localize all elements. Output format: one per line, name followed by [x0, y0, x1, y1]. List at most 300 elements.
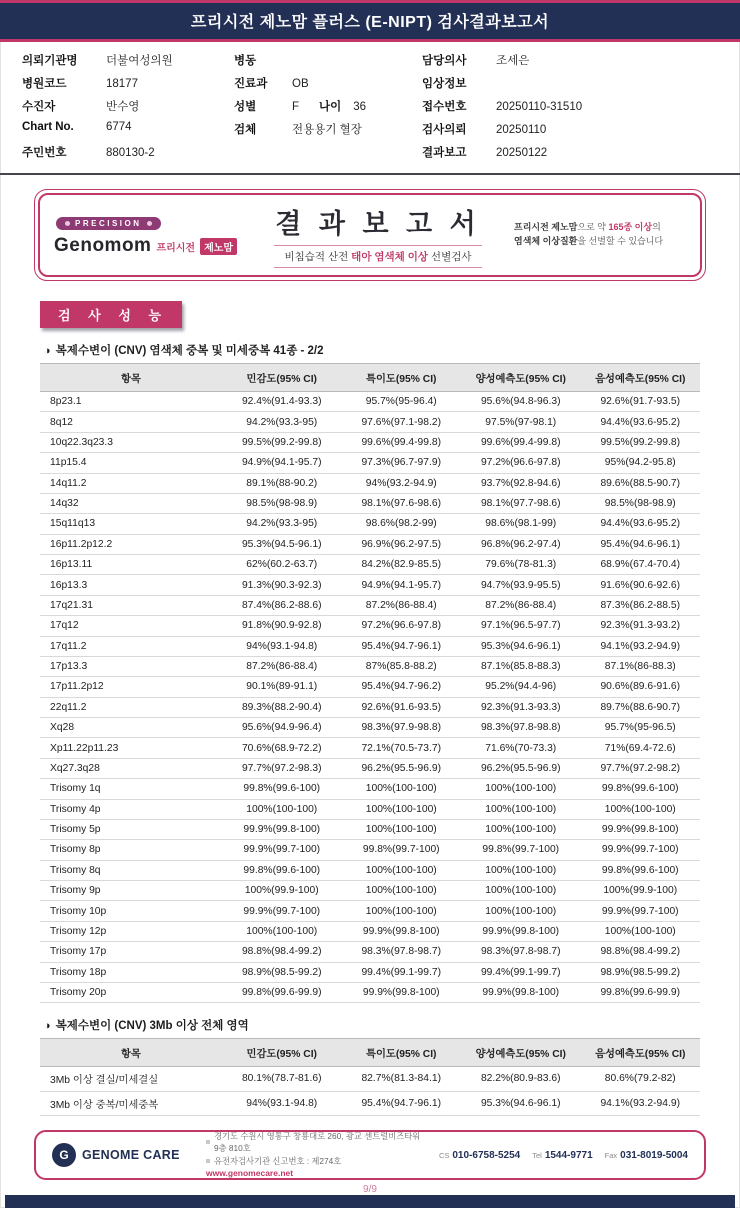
- value-cell: 99.8%(99.6-100): [581, 860, 701, 880]
- item-cell: 3Mb 이상 중복/미세중복: [40, 1091, 222, 1115]
- cnv-performance-table: [40, 363, 700, 1003]
- column-header: 특이도(95% CI): [342, 1039, 462, 1067]
- value-cell: 98.6%(98.2-99): [342, 514, 462, 534]
- table-row: [40, 555, 700, 575]
- table-row: [40, 432, 700, 452]
- info-value: 880130-2: [106, 147, 155, 159]
- item-cell: 17p11.2p12: [40, 677, 222, 697]
- info-value: 20250110: [496, 124, 547, 136]
- value-cell: 100%(100-100): [342, 860, 462, 880]
- value-cell: 95.7%(95-96.5): [581, 718, 701, 738]
- table1-caption: [44, 342, 740, 358]
- value-cell: 100%(100-100): [581, 921, 701, 941]
- value-cell: 97.3%(96.7-97.9): [342, 453, 462, 473]
- value-cell: 100%(100-100): [461, 799, 581, 819]
- info-label: 검사의뢰: [422, 124, 467, 136]
- genome-care-logo-text: GENOME CARE: [82, 1148, 180, 1162]
- table-row: [40, 1091, 700, 1115]
- item-cell: Trisomy 20p: [40, 982, 222, 1002]
- info-label: 담당의사: [422, 55, 467, 67]
- table-row: [40, 453, 700, 473]
- item-cell: 11p15.4: [40, 453, 222, 473]
- info-label: 의뢰기관명: [22, 55, 78, 67]
- value-cell: 98.3%(97.8-98.7): [342, 942, 462, 962]
- info-label: 수진자: [22, 101, 56, 113]
- value-cell: 100%(99.9-100): [222, 881, 342, 901]
- info-label: 성별: [234, 101, 257, 113]
- table-row: [40, 473, 700, 493]
- value-cell: 100%(100-100): [222, 799, 342, 819]
- table-row: [40, 799, 700, 819]
- info-label: 결과보고: [422, 147, 467, 159]
- value-cell: 95.2%(94.4-96): [461, 677, 581, 697]
- table-row: [40, 514, 700, 534]
- item-cell: 22q11.2: [40, 697, 222, 717]
- contact-fax: [605, 1150, 688, 1161]
- value-cell: 92.4%(91.4-93.3): [222, 392, 342, 412]
- note-accent: 165종 이상: [608, 222, 653, 233]
- value-cell: 89.1%(88-90.2): [222, 473, 342, 493]
- value-cell: 99.9%(99.8-100): [581, 819, 701, 839]
- info-value: 20250110-31510: [496, 101, 583, 113]
- table-row: [40, 677, 700, 697]
- item-cell: Trisomy 12p: [40, 921, 222, 941]
- info-label: 검체: [234, 124, 257, 136]
- value-cell: 100%(100-100): [461, 779, 581, 799]
- report-subtitle: [274, 245, 481, 268]
- address-line-1: [206, 1130, 427, 1155]
- item-cell: Trisomy 5p: [40, 819, 222, 839]
- value-cell: 100%(100-100): [342, 779, 462, 799]
- item-cell: Trisomy 9p: [40, 881, 222, 901]
- contact-cs-label: CS: [438, 1150, 450, 1160]
- footer-company-box: [34, 1130, 706, 1180]
- address-bullet-icon: [206, 1159, 210, 1163]
- table-row: [40, 718, 700, 738]
- column-header: 민감도(95% CI): [222, 1039, 342, 1067]
- value-cell: 94.2%(93.3-95): [222, 514, 342, 534]
- info-row: [422, 121, 720, 144]
- value-cell: 97.5%(97-98.1): [461, 412, 581, 432]
- info-row: [234, 121, 422, 144]
- value-cell: 79.6%(78-81.3): [461, 555, 581, 575]
- value-cell: 100%(100-100): [461, 860, 581, 880]
- value-cell: 95.6%(94.8-96.3): [461, 392, 581, 412]
- footer-contacts: [439, 1150, 688, 1161]
- column-header: 음성예측도(95% CI): [581, 1039, 701, 1067]
- note-mid-1: 으로 약: [577, 222, 609, 233]
- value-cell: 98.5%(98-98.9): [581, 493, 701, 513]
- value-cell: 95%(94.2-95.8): [581, 453, 701, 473]
- value-cell: 99.5%(99.2-99.8): [581, 432, 701, 452]
- value-cell: 99.8%(99.6-100): [581, 779, 701, 799]
- value-cell: 82.2%(80.9-83.6): [461, 1067, 581, 1091]
- info-label: 접수번호: [422, 101, 467, 113]
- value-cell: 91.6%(90.6-92.6): [581, 575, 701, 595]
- value-cell: 98.3%(97.8-98.7): [461, 942, 581, 962]
- item-cell: Trisomy 18p: [40, 962, 222, 982]
- info-value: 반수영: [106, 101, 140, 113]
- value-cell: 89.3%(88.2-90.4): [222, 697, 342, 717]
- contact-tel-value: 1544-9771: [544, 1149, 593, 1161]
- value-cell: 80.1%(78.7-81.6): [222, 1067, 342, 1091]
- item-cell: 16p11.2p12.2: [40, 534, 222, 554]
- info-value: 전용용기 혈장: [292, 124, 362, 136]
- value-cell: 96.9%(96.2-97.5): [342, 534, 462, 554]
- value-cell: 95.4%(94.7-96.1): [342, 636, 462, 656]
- value-cell: 87.1%(86-88.3): [581, 656, 701, 676]
- value-cell: 99.9%(99.7-100): [222, 901, 342, 921]
- contact-fax-value: 031-8019-5004: [620, 1149, 688, 1161]
- footer-address: [206, 1130, 427, 1180]
- value-cell: 93.7%(92.8-94.6): [461, 473, 581, 493]
- brand-korean-1: 프리시전: [156, 242, 196, 254]
- item-cell: 10q22.3q23.3: [40, 432, 222, 452]
- patient-info-section: [0, 42, 740, 171]
- info-row: [422, 144, 720, 167]
- table-row: [40, 758, 700, 778]
- result-report-box: [34, 189, 706, 281]
- value-cell: 89.6%(88.5-90.7): [581, 473, 701, 493]
- table-row: [40, 392, 700, 412]
- value-cell: 87.2%(86-88.4): [461, 595, 581, 615]
- item-cell: 16p13.11: [40, 555, 222, 575]
- value-cell: 100%(99.9-100): [581, 881, 701, 901]
- info-value: 18177: [106, 78, 138, 90]
- value-cell: 92.3%(91.3-93.3): [461, 697, 581, 717]
- report-title-bar: [0, 3, 740, 39]
- item-cell: 17q21.31: [40, 595, 222, 615]
- info-label: 병동: [234, 55, 257, 67]
- value-cell: 94.4%(93.6-95.2): [581, 514, 701, 534]
- value-cell: 91.3%(90.3-92.3): [222, 575, 342, 595]
- item-cell: 3Mb 이상 결실/미세결실: [40, 1067, 222, 1091]
- item-cell: 8q12: [40, 412, 222, 432]
- value-cell: 97.1%(96.5-97.7): [461, 616, 581, 636]
- table-row: [40, 656, 700, 676]
- table-row: [40, 860, 700, 880]
- value-cell: 100%(100-100): [461, 819, 581, 839]
- value-cell: 99.9%(99.8-100): [222, 819, 342, 839]
- info-row: [234, 98, 422, 121]
- value-cell: 94%(93.1-94.8): [222, 636, 342, 656]
- table-row: [40, 921, 700, 941]
- value-cell: 95.4%(94.7-96.2): [342, 677, 462, 697]
- item-cell: 14q11.2: [40, 473, 222, 493]
- genome-care-logo-icon: G: [52, 1143, 76, 1167]
- value-cell: 98.9%(98.5-99.2): [581, 962, 701, 982]
- value-cell: 94%(93.1-94.8): [222, 1091, 342, 1115]
- page-number: 9/9: [363, 1184, 377, 1195]
- info-value: OB: [292, 78, 309, 90]
- header-row: [40, 1039, 700, 1067]
- value-cell: 87.2%(86-88.4): [342, 595, 462, 615]
- value-cell: 94.9%(94.1-95.7): [222, 453, 342, 473]
- table-row: [40, 962, 700, 982]
- info-label: 임상정보: [422, 78, 467, 90]
- info-label: 주민번호: [22, 147, 67, 159]
- value-cell: 98.8%(98.4-99.2): [222, 942, 342, 962]
- value-cell: 100%(100-100): [342, 901, 462, 921]
- genomom-logo: [54, 213, 242, 257]
- page-title: 프리시전 제노맘 플러스 (E-NIPT) 검사결과보고서: [190, 14, 550, 31]
- value-cell: 99.5%(99.2-99.8): [222, 432, 342, 452]
- value-cell: 92.6%(91.7-93.5): [581, 392, 701, 412]
- table-row: [40, 942, 700, 962]
- value-cell: 100%(100-100): [342, 799, 462, 819]
- value-cell: 97.7%(97.2-98.2): [581, 758, 701, 778]
- value-cell: 99.9%(99.8-100): [342, 921, 462, 941]
- patient-info-column-middle: [234, 52, 422, 167]
- value-cell: 87.4%(86.2-88.6): [222, 595, 342, 615]
- table-row: [40, 534, 700, 554]
- column-header: 양성예측도(95% CI): [461, 364, 581, 392]
- info-label: 나이: [319, 101, 342, 113]
- value-cell: 99.8%(99.6-99.9): [581, 982, 701, 1002]
- item-cell: Trisomy 1q: [40, 779, 222, 799]
- info-value: 20250122: [496, 147, 548, 159]
- column-header: 항목: [40, 364, 222, 392]
- table-row: [40, 840, 700, 860]
- item-cell: Trisomy 8q: [40, 860, 222, 880]
- value-cell: 95.4%(94.6-96.1): [581, 534, 701, 554]
- value-cell: 96.2%(95.5-96.9): [342, 758, 462, 778]
- value-cell: 94%(93.2-94.9): [342, 473, 462, 493]
- value-cell: 68.9%(67.4-70.4): [581, 555, 701, 575]
- table-row: [40, 881, 700, 901]
- table-row: [40, 738, 700, 758]
- value-cell: 96.2%(95.5-96.9): [461, 758, 581, 778]
- info-row: [422, 98, 720, 121]
- table-row: [40, 636, 700, 656]
- item-cell: 16p13.3: [40, 575, 222, 595]
- value-cell: 98.1%(97.7-98.6): [461, 493, 581, 513]
- value-cell: 97.6%(97.1-98.2): [342, 412, 462, 432]
- value-cell: 92.6%(91.6-93.5): [342, 697, 462, 717]
- item-cell: Trisomy 4p: [40, 799, 222, 819]
- column-header: 특이도(95% CI): [342, 364, 462, 392]
- note-end-1: 의: [652, 222, 661, 233]
- info-row: [22, 144, 234, 167]
- column-header: 민감도(95% CI): [222, 364, 342, 392]
- value-cell: 98.8%(98.4-99.2): [581, 942, 701, 962]
- info-value: F: [292, 101, 300, 113]
- table-row: [40, 901, 700, 921]
- address-bullet-icon: [206, 1140, 210, 1144]
- badge-dot-icon: [65, 221, 70, 226]
- value-cell: 99.8%(99.7-100): [342, 840, 462, 860]
- value-cell: 94.7%(93.9-95.5): [461, 575, 581, 595]
- value-cell: 95.7%(95-96.4): [342, 392, 462, 412]
- value-cell: 100%(100-100): [342, 881, 462, 901]
- info-row: [22, 121, 234, 144]
- info-row: [22, 75, 234, 98]
- table1-caption-text: 복제수변이 (CNV) 염색체 중복 및 미세중복 41종 - 2/2: [55, 345, 324, 357]
- value-cell: 97.2%(96.6-97.8): [461, 453, 581, 473]
- cnv-3mb-performance-table: [40, 1038, 700, 1116]
- precision-badge: [56, 217, 161, 230]
- table-row: [40, 493, 700, 513]
- value-cell: 100%(100-100): [581, 799, 701, 819]
- result-report-box-inner: [38, 193, 702, 277]
- contact-cs: [439, 1150, 520, 1161]
- value-cell: 100%(100-100): [461, 881, 581, 901]
- value-cell: 84.2%(82.9-85.5): [342, 555, 462, 575]
- contact-tel-label: Tel: [532, 1150, 542, 1160]
- value-cell: 71%(69.4-72.6): [581, 738, 701, 758]
- note-bold-2: 염색체 이상질환: [514, 236, 578, 246]
- table-head: [40, 364, 700, 392]
- address-text-2: 유전자검사기관 신고번호 : 제274호: [214, 1155, 342, 1166]
- value-cell: 98.3%(97.8-98.8): [461, 718, 581, 738]
- column-header: 양성예측도(95% CI): [461, 1039, 581, 1067]
- info-value: 36: [353, 101, 367, 113]
- info-label: 진료과: [234, 78, 268, 90]
- section-divider: [0, 173, 740, 175]
- contact-cs-value: 010-6758-5254: [452, 1149, 521, 1161]
- item-cell: Trisomy 10p: [40, 901, 222, 921]
- info-value: 조세은: [496, 55, 530, 67]
- address-text-1: 경기도 수원시 영통구 창룡대로 260, 광교 센트럴비즈타워 9층 810호: [214, 1130, 421, 1154]
- report-title-block: [252, 202, 504, 268]
- value-cell: 100%(100-100): [342, 819, 462, 839]
- value-cell: 99.9%(99.7-100): [222, 840, 342, 860]
- value-cell: 95.4%(94.7-96.1): [342, 1091, 462, 1115]
- value-cell: 94.2%(93.3-95): [222, 412, 342, 432]
- info-row: [422, 52, 720, 75]
- brand-name: Genomom: [54, 235, 152, 256]
- badge-dot-icon: [147, 221, 152, 226]
- address-line-2: [206, 1155, 427, 1167]
- subtitle-highlight: 태아 염색체 이상: [351, 251, 429, 263]
- value-cell: 94.9%(94.1-95.7): [342, 575, 462, 595]
- value-cell: 99.9%(99.8-100): [342, 982, 462, 1002]
- info-label: Chart No.: [22, 121, 74, 133]
- table-row: [40, 616, 700, 636]
- value-cell: 90.6%(89.6-91.6): [581, 677, 701, 697]
- header-row: [40, 364, 700, 392]
- table-row: [40, 982, 700, 1002]
- info-row: [422, 75, 720, 98]
- value-cell: 95.3%(94.6-96.1): [461, 1091, 581, 1115]
- value-cell: 98.1%(97.6-98.6): [342, 493, 462, 513]
- item-cell: 14q32: [40, 493, 222, 513]
- subtitle-prefix: 비침습적 산전: [284, 251, 352, 263]
- value-cell: 96.8%(96.2-97.4): [461, 534, 581, 554]
- value-cell: 71.6%(70-73.3): [461, 738, 581, 758]
- table-body: [40, 392, 700, 1003]
- info-row: [22, 98, 234, 121]
- info-label: 병원코드: [22, 78, 67, 90]
- half-circle-bullet-icon: ◑: [44, 345, 51, 357]
- value-cell: 99.4%(99.1-99.7): [342, 962, 462, 982]
- value-cell: 94.1%(93.2-94.9): [581, 636, 701, 656]
- value-cell: 87.2%(86-88.4): [222, 656, 342, 676]
- value-cell: 87.1%(85.8-88.3): [461, 656, 581, 676]
- info-row: [22, 52, 234, 75]
- table-row: [40, 1067, 700, 1091]
- value-cell: 98.6%(98.1-99): [461, 514, 581, 534]
- brand-korean-2: 제노맘: [200, 238, 237, 255]
- value-cell: 100%(100-100): [461, 901, 581, 921]
- value-cell: 95.3%(94.5-96.1): [222, 534, 342, 554]
- table-body: [40, 1067, 700, 1116]
- item-cell: Trisomy 8p: [40, 840, 222, 860]
- value-cell: 99.9%(99.7-100): [581, 840, 701, 860]
- half-circle-bullet-icon: ◑: [44, 1020, 51, 1033]
- value-cell: 62%(60.2-63.7): [222, 555, 342, 575]
- item-cell: 17q12: [40, 616, 222, 636]
- table-row: [40, 697, 700, 717]
- value-cell: 80.6%(79.2-82): [581, 1067, 701, 1091]
- value-cell: 98.3%(97.9-98.8): [342, 718, 462, 738]
- table2-caption-text: 복제수변이 (CNV) 3Mb 이상 전체 영역: [55, 1020, 249, 1033]
- table-row: [40, 595, 700, 615]
- value-cell: 92.3%(91.3-93.2): [581, 616, 701, 636]
- value-cell: 72.1%(70.5-73.7): [342, 738, 462, 758]
- subtitle-suffix: 선별검사: [428, 251, 472, 263]
- contact-tel: [532, 1150, 592, 1161]
- info-value: 더불여성의원: [106, 55, 173, 67]
- value-cell: 98.9%(98.5-99.2): [222, 962, 342, 982]
- table-row: [40, 779, 700, 799]
- report-main-title: 결 과 보 고 서: [275, 209, 481, 239]
- bottom-navy-bar: [5, 1195, 735, 1208]
- value-cell: 99.8%(99.6-100): [222, 860, 342, 880]
- item-cell: Xq28: [40, 718, 222, 738]
- item-cell: Xp11.22p11.23: [40, 738, 222, 758]
- value-cell: 90.1%(89-91.1): [222, 677, 342, 697]
- value-cell: 70.6%(68.9-72.2): [222, 738, 342, 758]
- value-cell: 95.6%(94.9-96.4): [222, 718, 342, 738]
- patient-info-column-left: [22, 52, 234, 167]
- patient-info-column-right: [422, 52, 720, 167]
- report-note: [514, 221, 686, 249]
- table-row: [40, 575, 700, 595]
- value-cell: 82.7%(81.3-84.1): [342, 1067, 462, 1091]
- value-cell: 99.9%(99.8-100): [461, 921, 581, 941]
- value-cell: 99.6%(99.4-99.8): [342, 432, 462, 452]
- column-header: 음성예측도(95% CI): [581, 364, 701, 392]
- value-cell: 97.7%(97.2-98.3): [222, 758, 342, 778]
- value-cell: 100%(100-100): [222, 921, 342, 941]
- table2-caption: [44, 1017, 740, 1033]
- info-row: [234, 75, 422, 98]
- item-cell: Trisomy 17p: [40, 942, 222, 962]
- value-cell: 97.2%(96.6-97.8): [342, 616, 462, 636]
- value-cell: 98.5%(98-98.9): [222, 493, 342, 513]
- section-header-test-performance: 검 사 성 능: [40, 301, 182, 328]
- note-end-2: 을 선별할 수 있습니다: [577, 236, 664, 246]
- value-cell: 99.9%(99.8-100): [461, 982, 581, 1002]
- brand-row: [54, 235, 242, 257]
- value-cell: 94.4%(93.6-95.2): [581, 412, 701, 432]
- item-cell: 15q11q13: [40, 514, 222, 534]
- item-cell: 17p13.3: [40, 656, 222, 676]
- value-cell: 99.8%(99.7-100): [461, 840, 581, 860]
- table-row: [40, 412, 700, 432]
- value-cell: 89.7%(88.6-90.7): [581, 697, 701, 717]
- table-row: [40, 819, 700, 839]
- contact-fax-label: Fax: [604, 1150, 618, 1160]
- value-cell: 99.8%(99.6-99.9): [222, 982, 342, 1002]
- website-url: www.genomecare.net: [206, 1168, 294, 1179]
- column-header: 항목: [40, 1039, 222, 1067]
- note-bold-1: 프리시전 제노맘: [514, 222, 578, 233]
- value-cell: 99.4%(99.1-99.7): [461, 962, 581, 982]
- item-cell: 17q11.2: [40, 636, 222, 656]
- value-cell: 99.8%(99.6-100): [222, 779, 342, 799]
